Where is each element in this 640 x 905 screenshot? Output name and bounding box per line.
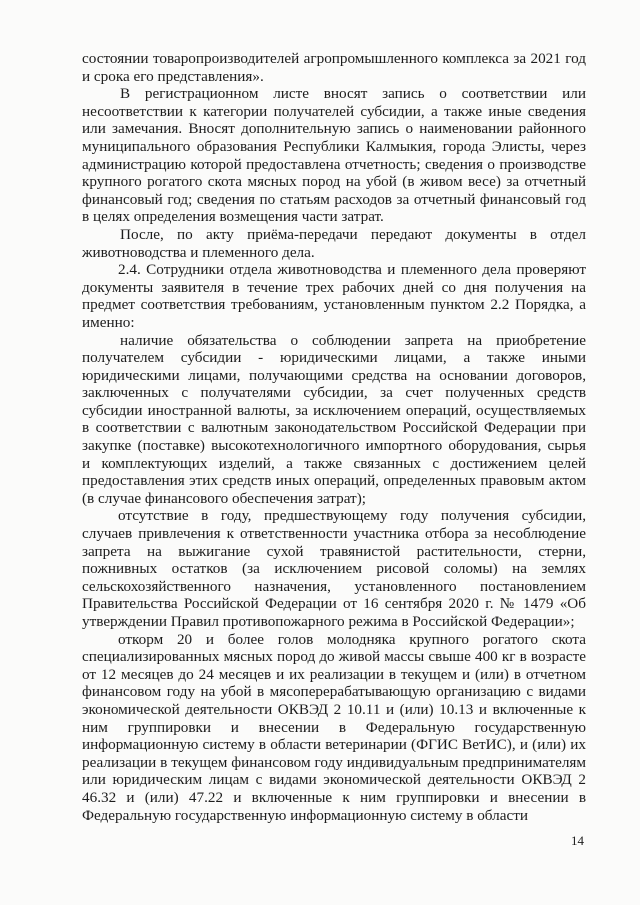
paragraph-continuation: состоянии товаропроизводителей агропромышленного комплекса за 2021 год и срока его представления». — [82, 50, 586, 85]
document-body — [82, 50, 586, 824]
page-number: 14 — [571, 833, 584, 848]
paragraph-cattle-fattening: откорм 20 и более голов молодняка крупного рогатого скота специализированных мясных пород до живой массы свыше 400 кг в возрасте от 12 месяцев до 24 месяцев и их реализации в текущем и (или) в отчетном финансовом году на убой в мясоперерабатывающую организацию с видами экономической деятельности ОКВЭД 2 10.11 и (или) 10.13 и включенные к ним группировки и внесении в Федеральную государственную информационную систему в области ветеринарии (ФГИС ВетИС), и (или) их реализации в текущем финансовом году индивидуальным предпринимателям или юридическим лицам с видами экономической деятельности ОКВЭД 2 46.32 и (или) 47.22 и включенные к ним группировки и внесении в Федеральную государственную информационную систему в области — [82, 630, 586, 824]
paragraph-transfer-act: После, по акту приёма-передачи передают документы в отдел животноводства и племенного дела. — [82, 225, 586, 261]
paragraph-registration-sheet: В регистрационном листе вносят запись о соответствии или несоответствии к категории получателей субсидии, а также иные сведения или замечания. Вносят дополнительную запись о наименовании районного муниципального образования Республики Калмыкия, города Элисты, через администрацию которой предоставлена отчетность; сведения о производстве крупного рогатого скота мясных пород на убой (в живом весе) за отчетный финансовый год; сведения по статьям расходов за отчетный финансовый год в целях определения возмещения части затрат. — [82, 85, 586, 226]
paragraph-2-4: 2.4. Сотрудники отдела животноводства и племенного дела проверяют документы заявителя в течение трех рабочих дней со дня получения на предмет соответствия требованиям, установленным пунктом 2.2 Порядка, а именно: — [82, 261, 586, 331]
paragraph-currency-ban: наличие обязательства о соблюдении запрета на приобретение получателем субсидии - юридическими лицами, а также иными юридическими лицами, получающими средства на основании договоров, заключенных с получателями субсидии, за счет полученных средств субсидии иностранной валюты, за исключением операций, осуществляемых в соответствии с валютным законодательством Российской Федерации при закупке (поставке) высокотехнологичного импортного оборудования, сырья и комплектующих изделий, а также связанных с достижением целей предоставления этих средств иных операций, определенных правовым актом (в случае финансового обеспечения затрат); — [82, 331, 586, 507]
paragraph-burning-ban: отсутствие в году, предшествующему году получения субсидии, случаев привлечения к ответственности участника отбора за несоблюдение запрета на выжигание сухой травянистой растительности, стерни, пожнивных остатков (за исключением рисовой соломы) на землях сельскохозяйственного назначения, установленного постановлением Правительства Российской Федерации от 16 сентября 2020 г. № 1479 «Об утверждении Правил противопожарного режима в Российской Федерации»; — [82, 507, 586, 630]
